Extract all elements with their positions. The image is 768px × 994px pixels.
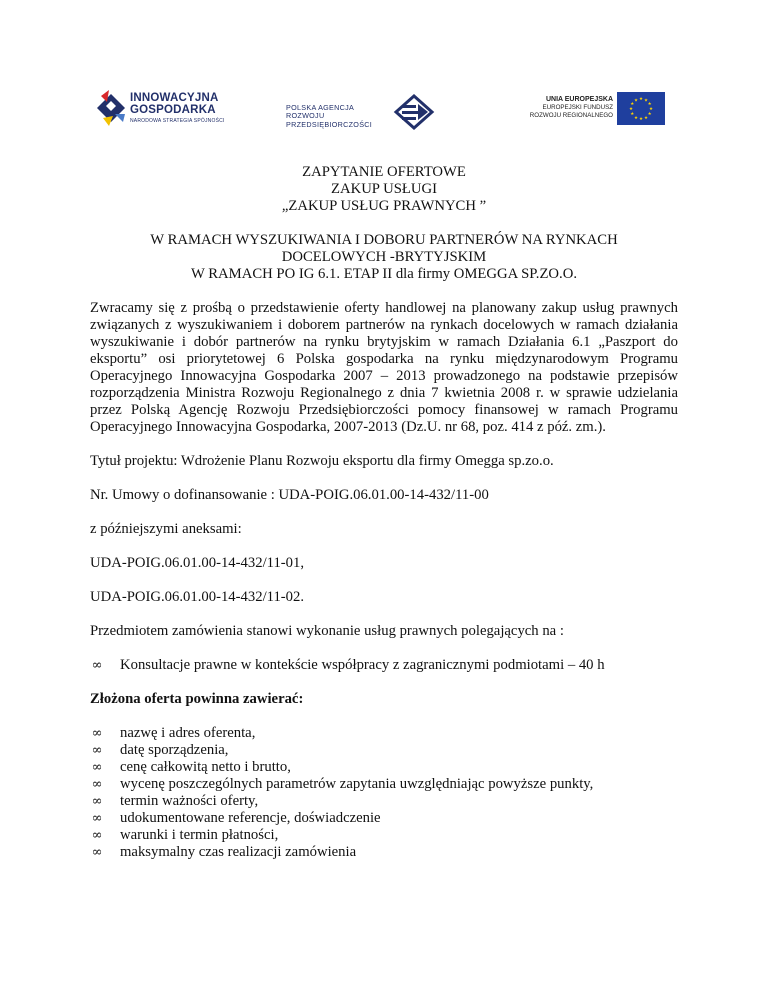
- eu-star-icon: ★: [630, 101, 635, 107]
- list-item-text: maksymalny czas realizacji zamówienia: [120, 844, 357, 860]
- bullet-icon: ∞: [91, 777, 103, 792]
- parp-logo-line3: PRZEDSIĘBIORCZOŚCI: [286, 119, 373, 129]
- bullet-icon: ∞: [91, 760, 103, 775]
- offer-heading: Złożona oferta powinna zawierać:: [90, 691, 304, 707]
- list-item: [90, 725, 678, 742]
- eu-flag-icon: [617, 92, 665, 125]
- list-item: [90, 759, 678, 776]
- annex-1: UDA-POIG.06.01.00-14-432/11-01,: [90, 555, 305, 571]
- parp-emblem-icon: [392, 94, 436, 130]
- list-item-text: Konsultacje prawne w kontekście współpracy z zagranicznymi podmiotami – 40 h: [120, 657, 605, 673]
- contract-number: Nr. Umowy o dofinansowanie : UDA-POIG.06.01.00-14-432/11-00: [90, 487, 489, 503]
- title-line-2: ZAKUP USŁUGI: [331, 181, 437, 197]
- list-item: [90, 657, 678, 674]
- subtitle-line-1: W RAMACH WYSZUKIWANIA I DOBORU PARTNERÓW NA RYNKACH: [150, 232, 618, 248]
- annexes-label: z późniejszymi aneksami:: [90, 521, 242, 537]
- list-item-text: wycenę poszczególnych parametrów zapytania uwzględniając powyższe punkty,: [120, 776, 594, 792]
- list-item: [90, 776, 678, 793]
- subtitle-line-3: W RAMACH PO IG 6.1. ETAP II dla firmy OMEGGA SP.ZO.O.: [190, 266, 577, 282]
- eu-star-icon: ★: [647, 111, 652, 117]
- subject-list: [90, 657, 678, 674]
- ig-logo-line1: INNOWACYJNA: [130, 92, 219, 104]
- bullet-icon: ∞: [91, 794, 103, 809]
- eu-logo: [510, 92, 665, 128]
- eu-logo-line2: EUROPEJSKI FUNDUSZ: [542, 104, 613, 111]
- bullet-icon: ∞: [91, 811, 103, 826]
- list-item-text: nazwę i adres oferenta,: [120, 725, 256, 741]
- list-item-text: warunki i termin płatności,: [120, 827, 279, 843]
- intro-paragraph: Zwracamy się z prośbą o przedstawienie oferty handlowej na planowany zakup usług prawnych związanych z wyszukiwaniem i doborem partnerów na rynkach docelowych w ramach działania wyszukiwanie i dobór partnerów na rynku brytyjskim w ramach Działania 6.1 „Paszport do eksportu” osi priorytetowej 6 Polska gospodarka na rynku międzynarodowym Programu Operacyjnego Innowacyjna Gospodarka 2007 – 2013 prowadzonego na podstawie przepisów rozporządzenia Ministra Rozwoju Regionalnego z dnia 7 kwietnia 2008 r. w sprawie udzielania przez Polską Agencję Rozwoju Przedsiębiorczości pomocy finansowej w ramach Programu Operacyjnego Innowacyjna Gospodarka, 2007-2013 (Dz.U. nr 68, poz. 414 z póź. zm.).: [90, 300, 678, 435]
- subtitle-block: [90, 232, 678, 283]
- list-item: [90, 793, 678, 810]
- list-item-text: udokumentowane referencje, doświadczenie: [120, 810, 381, 826]
- eu-star-icon: ★: [630, 111, 635, 117]
- eu-star-icon: ★: [647, 101, 652, 107]
- parp-logo: [286, 90, 436, 132]
- ig-logo-line2: GOSPODARKA: [130, 104, 216, 116]
- offer-requirements-list: [90, 725, 678, 861]
- eu-star-icon: ★: [633, 97, 639, 103]
- parp-logo-line2: ROZWOJU: [286, 111, 325, 121]
- document-body: [90, 164, 678, 861]
- list-item-text: termin ważności oferty,: [120, 793, 259, 809]
- list-item-text: cenę całkowitą netto i brutto,: [120, 759, 291, 775]
- eu-star-icon: ★: [633, 114, 639, 120]
- annex-2: UDA-POIG.06.01.00-14-432/11-02.: [90, 589, 305, 605]
- bullet-icon: ∞: [91, 845, 103, 860]
- title-line-3: „ZAKUP USŁUG PRAWNYCH ”: [281, 198, 487, 214]
- list-item: [90, 844, 678, 861]
- eu-star-icon: ★: [643, 114, 649, 120]
- bullet-icon: ∞: [91, 726, 103, 741]
- ig-logo-line3: NARODOWA STRATEGIA SPÓJNOŚCI: [130, 118, 225, 124]
- eu-star-icon: ★: [643, 97, 649, 103]
- list-item: [90, 827, 678, 844]
- parp-logo-line1: POLSKA AGENCJA: [286, 103, 355, 112]
- eu-logo-line3: ROZWOJU REGIONALNEGO: [529, 112, 613, 119]
- title-line-1: ZAPYTANIE OFERTOWE: [302, 164, 466, 180]
- subject-intro: Przedmiotem zamówienia stanowi wykonanie usług prawnych polegających na :: [90, 623, 564, 639]
- innowacyjna-gospodarka-emblem-icon: [95, 88, 127, 128]
- innowacyjna-gospodarka-logo: [95, 88, 235, 132]
- bullet-icon: ∞: [91, 828, 103, 843]
- subtitle-line-2: DOCELOWYCH -BRYTYJSKIM: [281, 249, 487, 265]
- bullet-icon: ∞: [91, 743, 103, 758]
- eu-star-icon: ★: [638, 116, 644, 122]
- eu-star-icon: ★: [628, 106, 634, 112]
- list-item: [90, 742, 678, 759]
- title-block: [90, 164, 678, 215]
- list-item-text: datę sporządzenia,: [120, 742, 229, 758]
- logo-bar: [0, 86, 768, 136]
- eu-star-icon: ★: [648, 106, 654, 112]
- project-title: Tytuł projektu: Wdrożenie Planu Rozwoju eksportu dla firmy Omegga sp.zo.o.: [90, 453, 554, 469]
- eu-star-icon: ★: [638, 96, 644, 102]
- eu-logo-line1: UNIA EUROPEJSKA: [545, 96, 613, 103]
- list-item: [90, 810, 678, 827]
- bullet-icon: ∞: [91, 658, 103, 673]
